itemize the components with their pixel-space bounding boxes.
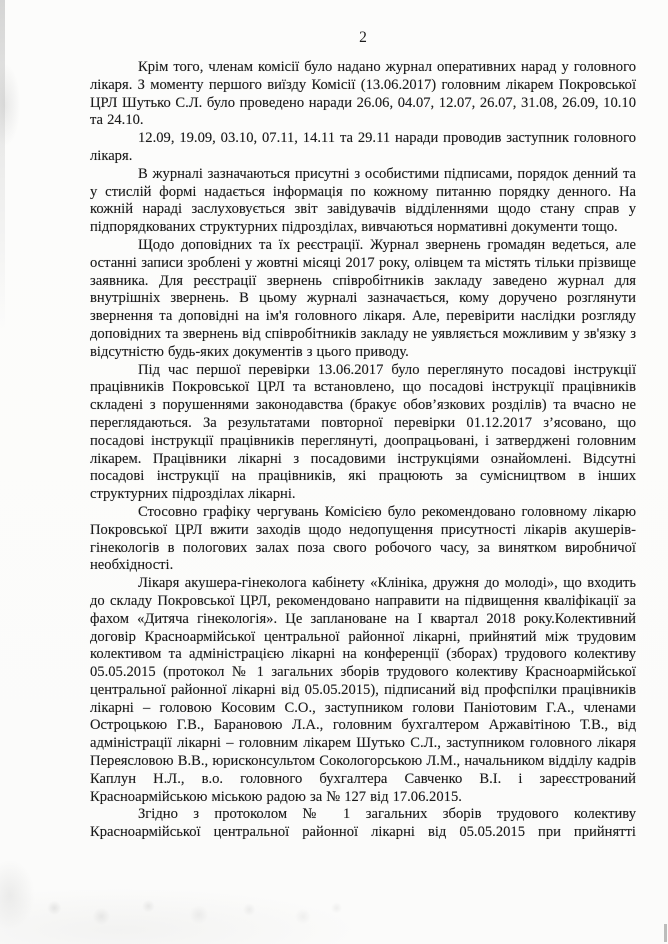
paragraph: В журналі зазначаються присутні з особистими підписами, порядок денний та у стислій формі надається інформація по кожному питанню порядку денного. На кожній нараді заслуховується звіт завідувачів відділеннями щодо стану справ у підпорядкованих структурних підрозділах, вивчаються нормативні документи тощо. [90,165,636,236]
page-number: 2 [359,29,367,46]
paragraph: Під час першої перевірки 13.06.2017 було переглянуто посадові інструкції працівників Покровської ЦРЛ та встановлено, що посадові інструкції працівників складені з порушеннями законодавства (бракує обов’язкових розділів) та вчасно не переглядаються. За результатами повторної перевірки 01.12.2017 з’ясовано, що посадові інструкції працівників переглянуті, доопрацьовані, і затверджені головним лікарем. Працівники лікарні з посадовими інструкціями ознайомлені. Відсутні посадові інструкції на працівників, які працюють за сумісництвом в інших структурних підрозділах лікарні. [90,361,636,503]
document-body [90,59,636,842]
paragraph: 12.09, 19.09, 03.10, 07.11, 14.11 та 29.11 наради проводив заступник головного лікаря. [90,130,636,164]
paragraph: Лікаря акушера-гінеколога кабінету «Клініка, дружня до молоді», що входить до складу Покровської ЦРЛ, рекомендовано направити на підвищення кваліфікації за фахом «Дитяча гінекологія». Це заплановане на І квартал 2018 року.Колективний договір Красноармійської центральної районної лікарні, прийнятий між трудовим колективом та адміністрацією лікарні на конференції (зборах) трудового колективу 05.05.2015 (протокол № 1 загальних зборів трудового колективу Красноармійської центральної районної лікарні від 05.05.2015), підписаний від профспілки працівників лікарні – головою Косовим С.О., заступником голови Паніотовим Г.А., членами Остроцькою Г.В., Барановою Л.А., головним бухгалтером Аржавітіною Т.В., від адміністрації лікарні – головним лікарем Шутько С.Л., заступником головного лікаря Переясловою В.В., юрисконсультом Сокологорською Л.М., начальником відділу кадрів Каплун Н.Л., в.о. головного бухгалтера Савченко В.І. і зареєстрований Красноармійською міською радою за № 127 від 17.06.2015. [90,575,636,805]
paragraph: Згідно з протоколом № 1 загальних зборів трудового колективу Красноармійської центральної районної лікарні від 05.05.2015 при прийнятті [90,806,636,841]
scan-noise-right-dash [664,924,667,942]
scan-noise-left-blob [0,50,34,160]
paragraph: Щодо доповідних та їх реєстрації. Журнал звернень громадян ведеться, але останні записи зроблені у жовтні місяці 2017 року, олівцем та містять тільки прізвище заявника. Для реєстрації звернень співробітників закладу заведено журнал для внутрішніх звернень. В цьому журналі зазначається, кому доручено розглянути звернення та доповідні на ім'я головного лікаря. Але, перевірити наслідки розгляду доповідних та звернень від співробітників закладу не уявляється можливим у зв'язку з відсутністю будь-яких документів з цього приводу. [90,236,636,360]
paragraph: Стосовно графіку чергувань Комісією було рекомендовано головному лікарю Покровської ЦРЛ вжити заходів щодо недопущення присутності лікарів акушерів-гінекологів в пологових залах поза свого робочого часу, за винятком виробничої необхідності. [90,503,636,574]
scan-noise-bottom-wisp [0,852,48,930]
paragraph: Крім того, членам комісії було надано журнал оперативних нарад у головного лікаря. З моменту першого виїзду Комісії (13.06.2017) головним лікарем Покровської ЦРЛ Шутько С.Л. було проведено наради 26.06, 04.07, 12.07, 26.07, 31.08, 26.09, 10.10 та 24.10. [90,59,636,129]
scan-noise-bottom-speckle [14,896,350,930]
scan-noise-left-edge [0,0,5,330]
